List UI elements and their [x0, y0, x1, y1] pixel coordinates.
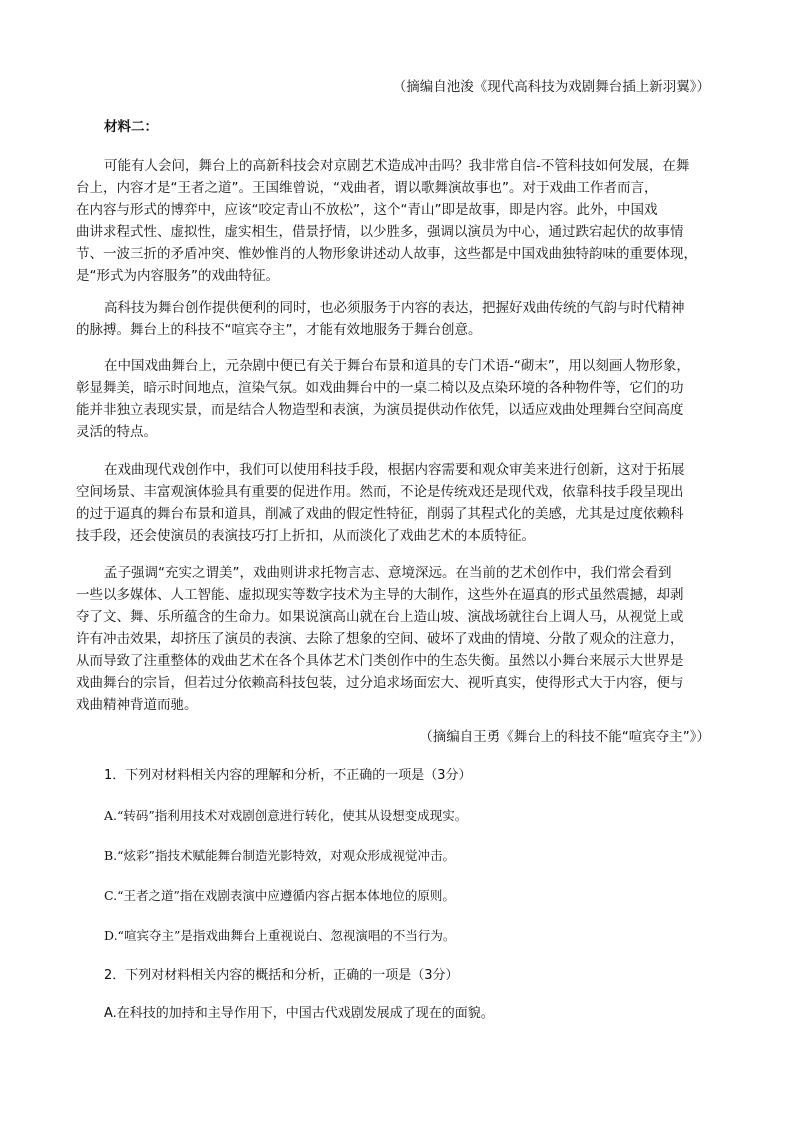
paragraph-line: 夺了文、舞、乐所蕴含的生命力。如果说演高山就在台上造山坡、演战场就往台上调人马，从视觉上或 [76, 609, 684, 625]
paragraph-line: 在中国戏曲舞台上，元杂剧中便已有关于舞台布景和道具的专门术语-“砌末”，用以刻画人物形象， [104, 358, 690, 374]
paragraph-line: 一些以多媒体、人工智能、虚拟现实等数字技术为主导的大制作，这些外在逼真的形式虽然震撼，却剥 [76, 587, 684, 603]
paragraph-3 [76, 355, 716, 443]
paragraph-line: 可能有人会问，舞台上的高新科技会对京剧艺术造成冲击吗？我非常自信-不管科技如何发展，在舞 [104, 158, 690, 174]
paragraph-line: 的过于逼真的舞台布景和道具，削减了戏曲的假定性特征，削弱了其程式化的美感，尤其是过度依赖科 [76, 506, 684, 522]
paragraph-line: 戏曲舞台的宗旨，但若过分依赖高科技包装，过分追求场面宏大、视听真实，使得形式大于内容，便与 [76, 675, 684, 691]
question-1-option-a: A.“转码”指利用技术对戏剧创意进行转化，使其从设想变成现实。 [104, 808, 468, 823]
question-1-stem: 1．下列对材料相关内容的理解和分析，不正确的一项是（3分） [104, 768, 472, 783]
question-2-stem: 2．下列对材料相关内容的概括和分析，正确的一项是（3分） [104, 968, 459, 983]
paragraph-line: 戏曲精神背道而驰。 [76, 697, 198, 713]
paragraph-line: 彰显舞美，暗示时间地点，渲染气氛。如戏曲舞台中的一桌二椅以及点染环境的各种物件等，它们的功 [76, 380, 684, 396]
source-citation-2: （摘编自王勇《舞台上的科技不能“喧宾夺主”》） [419, 729, 710, 745]
paragraph-line: 许有冲击效果，却挤压了演员的表演、去除了想象的空间、破坏了戏曲的情境、分散了观众的注意力， [76, 631, 684, 647]
paragraph-line: 孟子强调“充实之谓美”，戏曲则讲求托物言志、意境深远。在当前的艺术创作中，我们常会看到 [104, 565, 672, 581]
paragraph-1 [76, 155, 716, 287]
question-2-option-a: A.在科技的加持和主导作用下，中国古代戏剧发展成了现在的面貌。 [104, 1006, 494, 1021]
paragraph-line: 是“形式为内容服务”的戏曲特征。 [76, 268, 279, 284]
paragraph-line: 空间场景、丰富观演体验具有重要的促进作用。然而，不论是传统戏还是现代戏，依靠科技手段呈现出 [76, 484, 684, 500]
paragraph-4 [76, 459, 716, 547]
paragraph-line: 在戏曲现代戏创作中，我们可以使用科技手段，根据内容需要和观众审美来进行创新，这对于拓展 [104, 462, 685, 478]
paragraph-5 [76, 562, 716, 716]
paragraph-line: 高科技为舞台创作提供便利的同时，也必须服务于内容的表达，把握好戏曲传统的气韵与时代精神 [104, 300, 685, 316]
question-1-option-c: C.“王者之道”指在戏剧表演中应遵循内容占据本体地位的原则。 [104, 888, 455, 903]
paragraph-line: 能并非独立表现实景，而是结合人物造型和表演，为演员提供动作依凭，以适应戏曲处理舞台空间高度 [76, 402, 684, 418]
paragraph-2 [76, 297, 716, 341]
paragraph-line: 节、一波三折的矛盾冲突、惟妙惟肖的人物形象讲述动人故事，这些都是中国戏曲独特韵味的重要体现， [76, 246, 697, 262]
paragraph-line: 技手段，还会使演员的表演技巧打上折扣，从而淡化了戏曲艺术的本质特征。 [76, 528, 535, 544]
paragraph-line: 的脉搏。舞台上的科技不“喧宾夺主”，才能有效地服务于舞台创意。 [76, 322, 482, 338]
source-citation-1: （摘编自池浚《现代高科技为戏剧舞台插上新羽翼》） [392, 79, 710, 95]
paragraph-line: 台上，内容才是“王者之道”。王国维曾说，“戏曲者，谓以歌舞演故事也”。对于戏曲工作者而言， [76, 180, 658, 196]
question-1-option-d: D.“喧宾夺主”是指戏曲舞台上重视说白、忽视演唱的不当行为。 [104, 928, 456, 943]
paragraph-line: 在内容与形式的博弈中，应该“咬定青山不放松”，这个“青山”即是故事，即是内容。此外，中国戏 [76, 202, 658, 218]
material-2-heading: 材料二： [104, 119, 158, 135]
paragraph-line: 灵活的特点。 [76, 424, 157, 440]
paragraph-line: 曲讲求程式性、虚拟性，虚实相生，借景抒情，以少胜多，强调以演员为中心，通过跌宕起伏的故事情 [76, 224, 684, 240]
paragraph-line: 从而导致了注重整体的戏曲艺术在各个具体艺术门类创作中的生态失衡。虽然以小舞台来展示大世界是 [76, 653, 684, 669]
question-1-option-b: B.“炫彩”指技术赋能舞台制造光影特效，对观众形成视觉冲击。 [104, 848, 455, 863]
